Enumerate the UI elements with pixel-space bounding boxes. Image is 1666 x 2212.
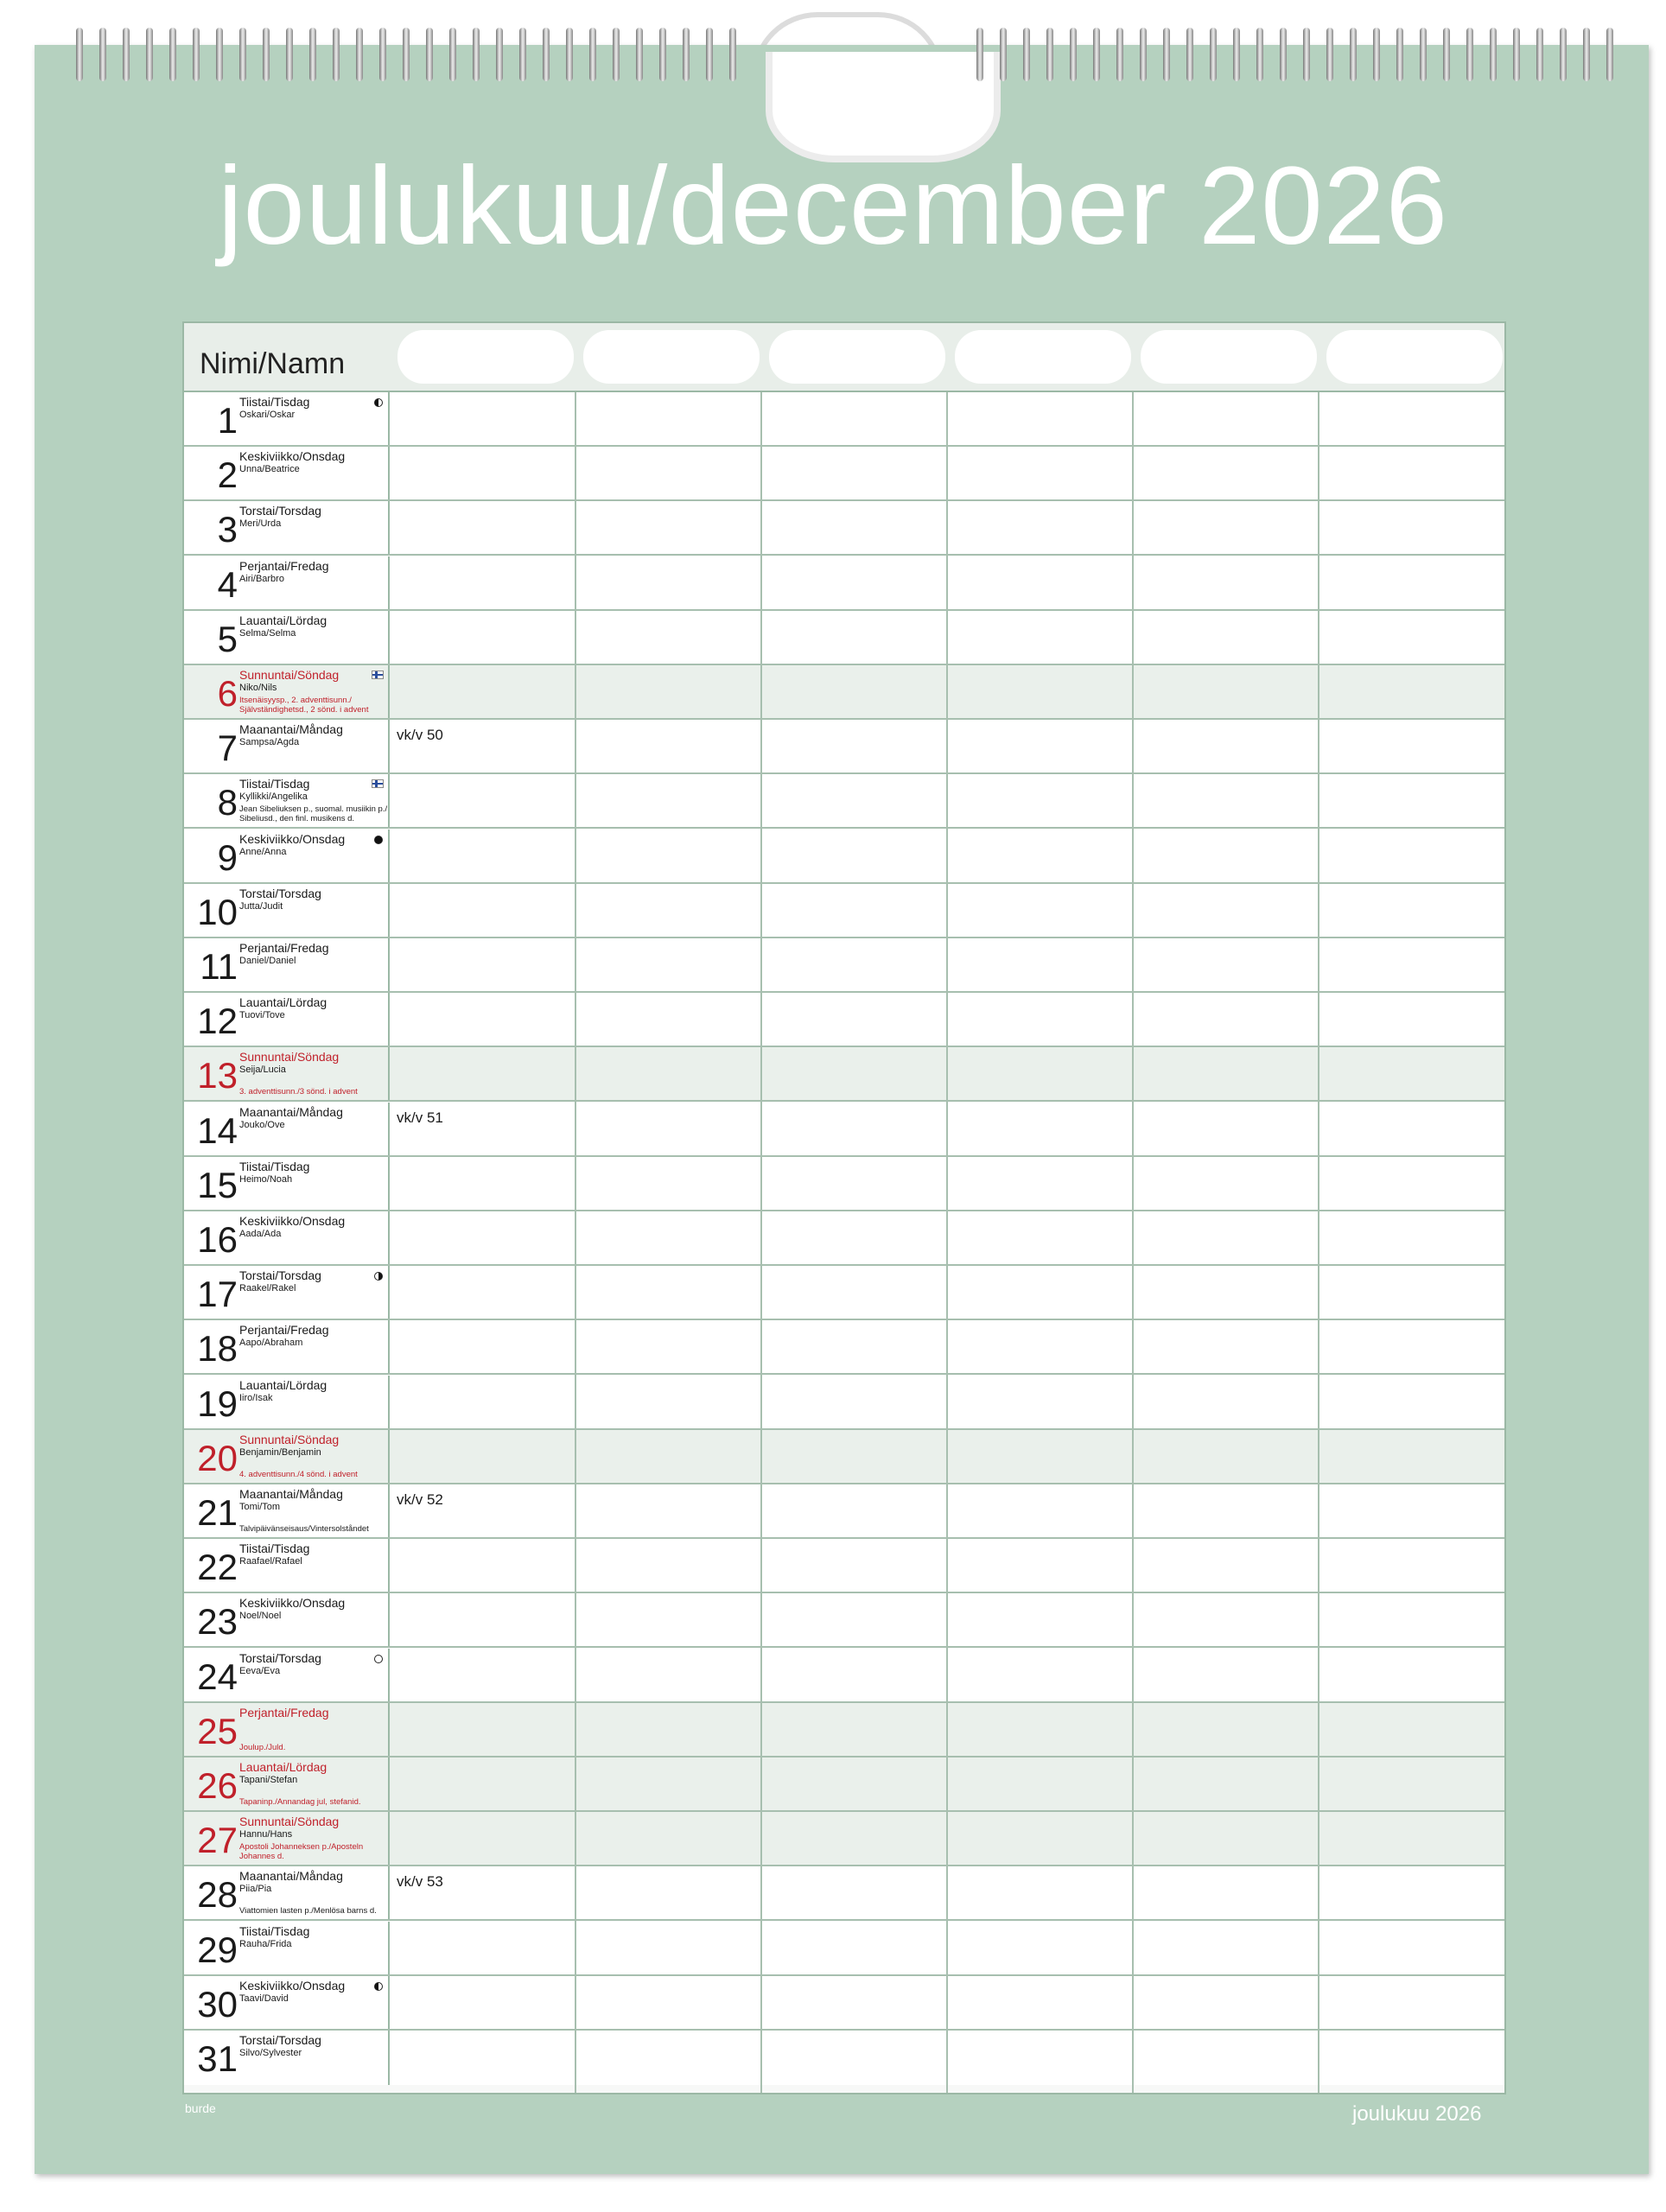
day-row[interactable] [184, 1157, 1504, 1211]
weekday-name: Lauantai/Lördag [239, 613, 327, 627]
binding-ring [473, 28, 480, 81]
name-field-5[interactable] [1141, 330, 1317, 384]
binding-ring [1513, 28, 1520, 81]
binding-ring [729, 28, 736, 81]
day-number: 11 [200, 946, 238, 987]
name-day: Unna/Beatrice [239, 464, 300, 475]
spiral-binding [0, 28, 1666, 88]
day-number: 15 [197, 1164, 238, 1205]
weekday-name: Sunnuntai/Söndag [239, 1432, 340, 1446]
week-number: vk/v 52 [397, 1491, 443, 1508]
binding-ring [1466, 28, 1473, 81]
family-planner-grid [182, 321, 1506, 2094]
holiday-note: Viattomien lasten p./Menlösa barns d. [239, 1906, 377, 1916]
day-number: 18 [197, 1328, 238, 1370]
weekday-name: Torstai/Torsdag [239, 1268, 321, 1283]
name-day: Oskari/Oskar [239, 410, 296, 420]
day-number: 19 [197, 1382, 238, 1424]
weekday-name: Torstai/Torsdag [239, 2033, 321, 2047]
binding-ring [519, 28, 526, 81]
day-label [184, 556, 390, 609]
day-number: 16 [197, 1219, 238, 1260]
day-row[interactable] [184, 1266, 1504, 1320]
column-divider [946, 392, 948, 2093]
footer-month: joulukuu 2026 [1352, 2102, 1482, 2126]
day-label [184, 501, 390, 554]
binding-ring [449, 28, 456, 81]
binding-ring [169, 28, 176, 81]
binding-ring [1326, 28, 1333, 81]
binding-ring [659, 28, 666, 81]
day-label [184, 392, 390, 445]
day-row[interactable] [184, 1539, 1504, 1593]
binding-ring [1350, 28, 1357, 81]
finnish-flag-icon [372, 671, 384, 679]
day-row[interactable] [184, 1320, 1504, 1375]
binding-ring [1233, 28, 1240, 81]
day-label [184, 830, 390, 882]
binding-ring [216, 28, 223, 81]
name-day: Niko/Nils [239, 683, 277, 693]
day-label [184, 1320, 390, 1373]
day-row[interactable] [184, 501, 1504, 556]
day-label [184, 938, 390, 991]
day-label [184, 2031, 390, 2085]
weekday-name: Maanantai/Måndag [239, 722, 343, 737]
weekday-name: Lauantai/Lördag [239, 1760, 327, 1774]
binding-ring [1210, 28, 1217, 81]
weekday-name: Tiistai/Tisdag [239, 777, 310, 791]
last-moon-icon [374, 398, 383, 407]
binding-ring [543, 28, 550, 81]
column-divider [760, 392, 762, 2093]
binding-ring [1583, 28, 1590, 81]
name-day: Tapani/Stefan [239, 1775, 298, 1785]
day-row[interactable] [184, 447, 1504, 501]
day-number: 23 [197, 1601, 238, 1643]
full-moon-icon [374, 1655, 383, 1663]
day-label [184, 1593, 390, 1646]
day-number: 10 [197, 891, 238, 932]
binding-ring [1490, 28, 1497, 81]
binding-ring [263, 28, 270, 81]
binding-ring [239, 28, 246, 81]
day-label [184, 1157, 390, 1210]
name-day: Silvo/Sylvester [239, 2048, 302, 2058]
holiday-note: 3. adventtisunn./3 sönd. i advent [239, 1087, 358, 1097]
day-row[interactable] [184, 556, 1504, 611]
weekday-name: Perjantai/Fredag [239, 1323, 329, 1338]
last-moon-icon [374, 1982, 383, 1991]
binding-ring [146, 28, 153, 81]
day-number: 30 [197, 1983, 238, 2024]
holiday-note: Johannes d. [239, 1852, 284, 1862]
day-number: 1 [217, 400, 238, 441]
day-number: 22 [197, 1547, 238, 1588]
name-day: Rauha/Frida [239, 1938, 292, 1949]
name-header-row [184, 323, 1504, 392]
day-row[interactable] [184, 665, 1504, 720]
day-number: 24 [197, 1656, 238, 1697]
binding-ring [976, 28, 983, 81]
binding-ring [1396, 28, 1403, 81]
day-label [184, 1047, 390, 1100]
name-day: Tuovi/Tove [239, 1010, 285, 1021]
day-number: 2 [217, 454, 238, 496]
day-number: 14 [197, 1109, 238, 1151]
binding-ring [403, 28, 410, 81]
weekday-name: Tiistai/Tisdag [239, 1923, 310, 1938]
name-field-3[interactable] [769, 330, 945, 384]
holiday-note: Joulup./Juld. [239, 1742, 286, 1752]
day-row[interactable] [184, 1866, 1504, 1921]
holiday-note: Självständighetsd., 2 sönd. i advent [239, 705, 369, 715]
day-row[interactable] [184, 720, 1504, 774]
weekday-name: Torstai/Torsdag [239, 504, 321, 518]
holiday-note: Tapaninp./Annandag jul, stefanid. [239, 1797, 361, 1807]
day-number: 5 [217, 618, 238, 659]
binding-ring [1046, 28, 1053, 81]
day-label [184, 1649, 390, 1701]
binding-ring [309, 28, 316, 81]
day-number: 8 [217, 782, 238, 823]
day-label [184, 1976, 390, 2029]
day-label [184, 993, 390, 1046]
weekday-name: Lauantai/Lördag [239, 1377, 327, 1392]
holiday-note: Sibeliusd., den finl. musikens d. [239, 814, 355, 824]
day-row[interactable] [184, 938, 1504, 993]
name-field-4[interactable] [955, 330, 1131, 384]
day-label [184, 1376, 390, 1428]
day-number: 20 [197, 1437, 238, 1478]
binding-ring [496, 28, 503, 81]
day-number: 4 [217, 563, 238, 605]
month-title: joulukuu/december 2026 [218, 144, 1448, 268]
day-label [184, 1703, 390, 1756]
day-row[interactable] [184, 1376, 1504, 1430]
binding-ring [1023, 28, 1030, 81]
name-day: Noel/Noel [239, 1611, 282, 1622]
day-number: 26 [197, 1765, 238, 1806]
day-number: 17 [197, 1274, 238, 1315]
day-label [184, 1812, 390, 1865]
day-row[interactable] [184, 884, 1504, 938]
weekday-name: Keskiviikko/Onsdag [239, 1978, 346, 1993]
day-row[interactable] [184, 1758, 1504, 1812]
column-divider [575, 392, 576, 2093]
day-label [184, 1922, 390, 1974]
weekday-name: Tiistai/Tisdag [239, 1159, 310, 1173]
name-day: Aapo/Abraham [239, 1338, 303, 1349]
week-number: vk/v 51 [397, 1109, 443, 1126]
week-number: vk/v 53 [397, 1873, 443, 1891]
name-day: Tomi/Tom [239, 1502, 281, 1512]
binding-ring [286, 28, 293, 81]
name-day: Raakel/Rakel [239, 1283, 296, 1294]
name-day: Jouko/Ove [239, 1119, 285, 1130]
weekday-name: Perjantai/Fredag [239, 941, 329, 955]
binding-ring [683, 28, 690, 81]
day-row[interactable] [184, 1103, 1504, 1157]
weekday-name: Perjantai/Fredag [239, 558, 329, 573]
name-day: Meri/Urda [239, 518, 282, 530]
name-day: Kyllikki/Angelika [239, 791, 308, 803]
holiday-note: Itsenäisyysp., 2. adventtisunn./ [239, 696, 352, 705]
binding-ring [333, 28, 340, 81]
day-row[interactable] [184, 1976, 1504, 2031]
binding-ring [1070, 28, 1077, 81]
binding-ring [566, 28, 573, 81]
binding-ring [1560, 28, 1567, 81]
day-row[interactable] [184, 830, 1504, 884]
weekday-name: Keskiviikko/Onsdag [239, 449, 346, 464]
name-day: Anne/Anna [239, 846, 287, 857]
day-row[interactable] [184, 2031, 1504, 2085]
binding-ring [1536, 28, 1543, 81]
day-row[interactable] [184, 1430, 1504, 1484]
day-label [184, 1484, 390, 1537]
weekday-name: Maanantai/Måndag [239, 1869, 343, 1884]
weekday-name: Tiistai/Tisdag [239, 1541, 310, 1556]
binding-ring [1373, 28, 1380, 81]
holiday-note: Talvipäivänseisaus/Vintersolståndet [239, 1524, 369, 1534]
weekday-name: Lauantai/Lördag [239, 995, 327, 1010]
name-day: Selma/Selma [239, 627, 296, 639]
day-label [184, 1866, 390, 1919]
week-number: vk/v 50 [397, 727, 443, 744]
binding-ring [356, 28, 363, 81]
binding-ring [1303, 28, 1310, 81]
day-number: 9 [217, 836, 238, 878]
name-day: Benjamin/Benjamin [239, 1446, 321, 1458]
day-row[interactable] [184, 1047, 1504, 1102]
name-day: Sampsa/Agda [239, 737, 300, 748]
binding-ring [1420, 28, 1427, 81]
day-row[interactable] [184, 1703, 1504, 1758]
binding-ring [1140, 28, 1147, 81]
day-label [184, 665, 390, 718]
day-number: 12 [197, 1001, 238, 1042]
day-label [184, 1211, 390, 1264]
finnish-flag-icon [372, 779, 384, 788]
binding-ring [426, 28, 433, 81]
day-row[interactable] [184, 1593, 1504, 1648]
binding-ring [99, 28, 106, 81]
day-row[interactable] [184, 1812, 1504, 1866]
day-row[interactable] [184, 1922, 1504, 1976]
binding-ring [193, 28, 200, 81]
day-label [184, 1266, 390, 1319]
binding-ring [1163, 28, 1170, 81]
day-number: 27 [197, 1820, 238, 1861]
name-day: Taavi/David [239, 1993, 289, 2004]
weekday-name: Torstai/Torsdag [239, 1650, 321, 1665]
binding-ring [1093, 28, 1100, 81]
day-row[interactable] [184, 1211, 1504, 1266]
weekday-name: Keskiviikko/Onsdag [239, 831, 346, 846]
column-divider [1132, 392, 1134, 2093]
day-number: 7 [217, 728, 238, 769]
name-field-1[interactable] [397, 330, 574, 384]
day-number: 25 [197, 1710, 238, 1751]
name-day: Seija/Lucia [239, 1065, 286, 1076]
binding-ring [379, 28, 386, 81]
holiday-note: 4. adventtisunn./4 sönd. i advent [239, 1469, 358, 1479]
name-header-label: Nimi/Namn [200, 347, 346, 380]
weekday-name: Torstai/Torsdag [239, 886, 321, 900]
name-day: Eeva/Eva [239, 1665, 281, 1676]
day-row[interactable] [184, 1649, 1504, 1703]
name-day: Jutta/Judit [239, 900, 283, 912]
first-moon-icon [374, 1272, 383, 1281]
weekday-name: Sunnuntai/Söndag [239, 1050, 340, 1065]
name-day: Raafael/Rafael [239, 1556, 302, 1567]
day-number: 21 [197, 1492, 238, 1533]
binding-ring [589, 28, 596, 81]
day-row[interactable] [184, 392, 1504, 447]
weekday-name: Sunnuntai/Söndag [239, 668, 340, 682]
binding-ring [1256, 28, 1263, 81]
weekday-name: Keskiviikko/Onsdag [239, 1214, 346, 1228]
name-day: Hannu/Hans [239, 1829, 293, 1840]
name-day: Heimo/Noah [239, 1173, 293, 1185]
day-label [184, 774, 390, 827]
weekday-name: Sunnuntai/Söndag [239, 1815, 340, 1829]
name-day: Piia/Pia [239, 1884, 272, 1895]
binding-ring [76, 28, 83, 81]
weekday-name: Maanantai/Måndag [239, 1487, 343, 1501]
day-number: 3 [217, 509, 238, 550]
binding-ring [1606, 28, 1613, 81]
binding-ring [613, 28, 620, 81]
day-row[interactable] [184, 774, 1504, 829]
binding-ring [1443, 28, 1450, 81]
name-day: Iiro/Isak [239, 1392, 273, 1403]
day-label [184, 447, 390, 499]
day-row[interactable] [184, 611, 1504, 665]
day-row[interactable] [184, 1484, 1504, 1539]
day-number: 28 [197, 1874, 238, 1916]
new-moon-icon [374, 836, 383, 844]
day-row[interactable] [184, 993, 1504, 1047]
day-number: 6 [217, 673, 238, 714]
day-label [184, 1758, 390, 1810]
binding-ring [706, 28, 713, 81]
weekday-name: Maanantai/Måndag [239, 1104, 343, 1119]
binding-ring [1280, 28, 1287, 81]
binding-ring [123, 28, 130, 81]
day-label [184, 1539, 390, 1592]
binding-ring [1116, 28, 1123, 81]
holiday-note: Jean Sibeliuksen p., suomal. musiikin p./ [239, 804, 388, 815]
name-day: Airi/Barbro [239, 573, 284, 584]
binding-ring [1000, 28, 1007, 81]
day-number: 31 [197, 2038, 238, 2079]
binding-ring [636, 28, 643, 81]
weekday-name: Keskiviikko/Onsdag [239, 1596, 346, 1611]
weekday-name: Perjantai/Fredag [239, 1705, 329, 1719]
binding-ring [1186, 28, 1193, 81]
name-day: Daniel/Daniel [239, 956, 296, 966]
day-label [184, 1103, 390, 1155]
name-field-2[interactable] [583, 330, 760, 384]
day-number: 13 [197, 1055, 238, 1096]
day-label [184, 1430, 390, 1483]
day-number: 29 [197, 1929, 238, 1970]
day-label [184, 884, 390, 937]
weekday-name: Tiistai/Tisdag [239, 395, 310, 409]
day-label [184, 720, 390, 772]
holiday-note: Apostoli Johanneksen p./Aposteln [239, 1842, 364, 1853]
brand-logo: burde [185, 2101, 216, 2115]
day-label [184, 611, 390, 664]
name-field-6[interactable] [1326, 330, 1503, 384]
column-divider [1318, 392, 1319, 2093]
name-day: Aada/Ada [239, 1229, 282, 1239]
